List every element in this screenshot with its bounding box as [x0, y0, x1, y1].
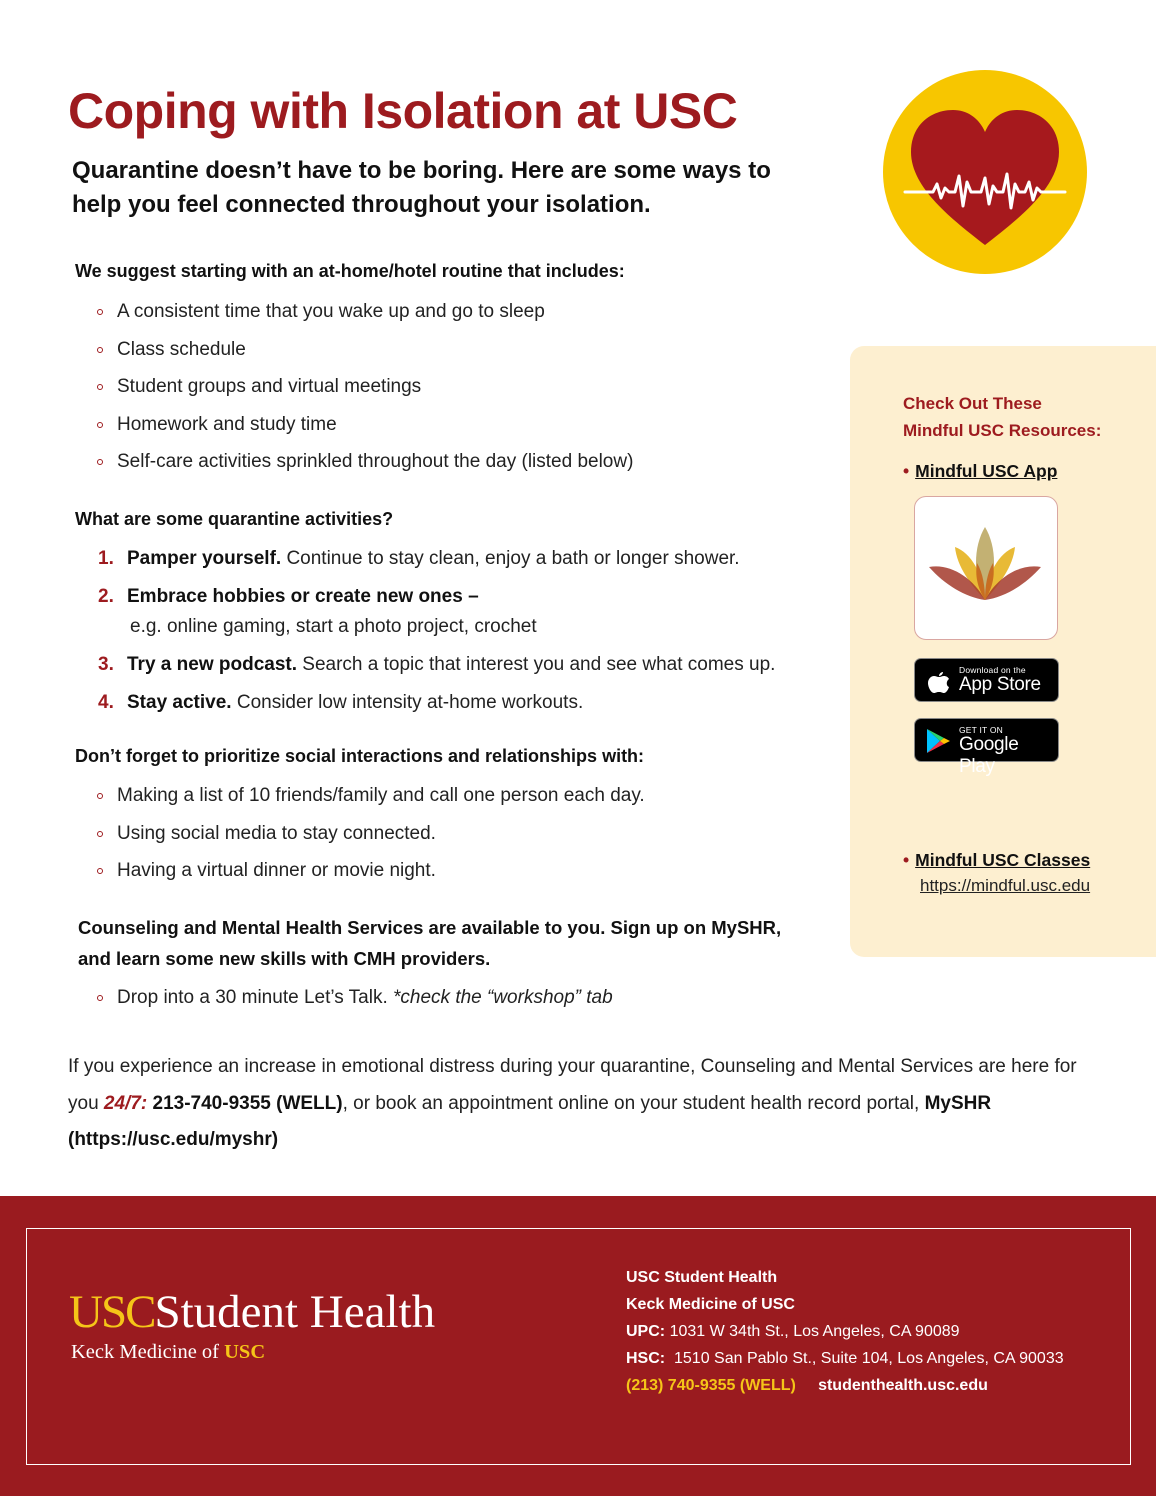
- cmh-heading: Counseling and Mental Health Services are available to you. Sign up on MySHR, and learn some new skills with CMH providers.: [78, 917, 782, 969]
- footer-contact: [626, 1264, 1064, 1399]
- distress-text-2: , or book an appointment online on your student health record portal,: [342, 1092, 920, 1114]
- item-number: 4.: [98, 692, 114, 713]
- apple-icon: [927, 668, 951, 694]
- mindful-classes-link[interactable]: [903, 850, 1090, 871]
- list-item: [98, 544, 838, 574]
- list-item: [98, 650, 838, 680]
- org-name: Keck Medicine of USC: [626, 1296, 795, 1313]
- item-text: Consider low intensity at-home workouts.: [236, 692, 584, 713]
- list-item: Making a list of 10 friends/family and call one person each day.: [95, 777, 645, 815]
- sidebar-heading-line: Mindful USC Resources:: [903, 421, 1102, 440]
- logo-keck-usc-text: USC: [224, 1341, 266, 1363]
- keck-medicine-logo: [71, 1341, 265, 1364]
- list-item: [98, 688, 838, 718]
- app-store-small-text: Download on the: [959, 665, 1026, 675]
- item-bold: Pamper yourself.: [127, 548, 282, 569]
- mindful-app-link[interactable]: [903, 461, 1057, 482]
- list-item: A consistent time that you wake up and go to sleep: [95, 293, 633, 331]
- list-item: Using social media to stay connected.: [95, 815, 645, 853]
- page-subtitle: Quarantine doesn’t have to be boring. Here are some ways to help you feel connected throughout your isolation.: [72, 157, 771, 218]
- mindful-app-icon[interactable]: [914, 496, 1058, 640]
- item-text: e.g. online gaming, start a photo project, crochet: [130, 616, 537, 637]
- item-text: Continue to stay clean, enjoy a bath or longer shower.: [286, 548, 740, 569]
- google-play-icon: [924, 727, 952, 755]
- social-heading: Don’t forget to prioritize social interactions and relationships with:: [75, 746, 645, 766]
- mindful-classes-link-text[interactable]: Mindful USC Classes: [915, 850, 1091, 870]
- mindful-classes-url[interactable]: https://mindful.usc.edu: [920, 876, 1091, 895]
- activities-list: [98, 544, 838, 726]
- page-title: Coping with Isolation at USC: [68, 83, 738, 139]
- social-list: [95, 777, 645, 890]
- item-number: 2.: [98, 586, 114, 607]
- google-play-small-text: GET IT ON: [959, 725, 1003, 735]
- upc-label: UPC:: [626, 1323, 666, 1340]
- bullet-icon: •: [903, 461, 910, 481]
- item-text: Search a topic that interest you and see what comes up.: [302, 654, 776, 675]
- google-play-label: Google Play: [959, 734, 1019, 777]
- google-play-button[interactable]: [914, 718, 1059, 777]
- sidebar-heading-line: Check Out These: [903, 394, 1042, 413]
- distress-text: If you experience an increase in emotional distress during your quarantine, Counseling and Mental Services are here for you: [68, 1056, 1077, 1114]
- heart-heartbeat-icon: [883, 70, 1087, 274]
- routine-heading: We suggest starting with an at-home/hotel routine that includes:: [75, 261, 625, 281]
- logo-student-health-text: Student Health: [154, 1286, 436, 1338]
- item-text: Drop into a 30 minute Let’s Talk.: [117, 987, 388, 1008]
- item-bold: Embrace hobbies or create new ones –: [127, 586, 479, 607]
- hsc-address: 1510 San Pablo St., Suite 104, Los Angeles, CA 90033: [674, 1350, 1064, 1367]
- cmh-list: [95, 979, 613, 1017]
- hours-label: 24/7:: [103, 1092, 148, 1114]
- item-number: 3.: [98, 654, 114, 675]
- footer-phone[interactable]: (213) 740-9355 (WELL): [626, 1377, 796, 1394]
- distress-paragraph: [68, 1049, 1108, 1159]
- activities-heading: What are some quarantine activities?: [75, 509, 394, 529]
- list-item: Student groups and virtual meetings: [95, 368, 633, 406]
- usc-student-health-logo: [69, 1286, 435, 1338]
- item-number: 1.: [98, 548, 114, 569]
- logo-usc-text: USC: [69, 1286, 155, 1338]
- mindful-app-link-text[interactable]: Mindful USC App: [915, 461, 1058, 481]
- app-store-button[interactable]: [914, 658, 1059, 702]
- list-item: Self-care activities sprinkled throughout the day (listed below): [95, 443, 633, 481]
- list-item: Homework and study time: [95, 406, 633, 444]
- bullet-icon: •: [903, 850, 910, 870]
- portal-link[interactable]: MySHR (https://usc.edu/myshr): [68, 1092, 992, 1150]
- item-bold: Try a new podcast.: [127, 654, 297, 675]
- list-item: [95, 979, 613, 1017]
- upc-address: 1031 W 34th St., Los Angeles, CA 90089: [669, 1323, 960, 1340]
- item-note: *check the “workshop” tab: [393, 987, 613, 1008]
- footer-website[interactable]: studenthealth.usc.edu: [818, 1377, 988, 1394]
- list-item: Class schedule: [95, 331, 633, 369]
- org-name: USC Student Health: [626, 1269, 778, 1286]
- logo-keck-text: Keck Medicine of: [71, 1341, 219, 1363]
- app-store-label: App Store: [959, 674, 1041, 695]
- phone-number[interactable]: 213-740-9355 (WELL): [152, 1092, 343, 1114]
- routine-list: [95, 293, 633, 481]
- hsc-label: HSC:: [626, 1350, 666, 1367]
- list-item: [98, 582, 838, 642]
- item-bold: Stay active.: [127, 692, 232, 713]
- list-item: Having a virtual dinner or movie night.: [95, 852, 645, 890]
- sidebar-heading: [903, 390, 1101, 444]
